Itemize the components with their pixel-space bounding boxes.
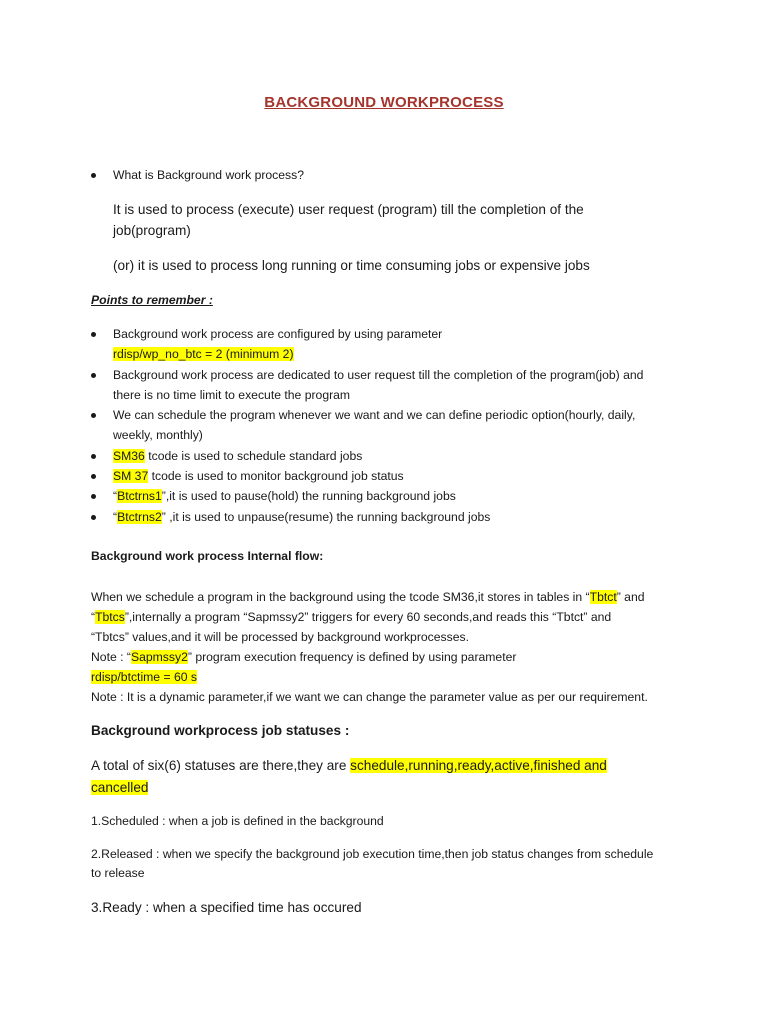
status-released-line2: to release [91,866,145,880]
flow-line-4 [91,647,516,667]
point-7 [113,507,490,527]
bullet-icon [91,173,96,178]
point-1-param [113,344,294,364]
document-title: BACKGROUND WORKPROCESS [264,94,504,111]
point-5 [113,466,404,486]
bullet-icon [91,494,96,499]
quote-open: “ [113,510,118,524]
intro-answer-line1: It is used to process (execute) user request (program) till the completion of the [113,202,584,217]
highlight: SM 37 [113,469,149,483]
flow-text: ” program execution frequency is defined by using parameter [187,650,517,664]
flow-line-3: “Tbtcs” values,and it will be processed by background workprocesses. [91,630,469,644]
flow-text: When we schedule a program in the background using the tcode SM36,it stores in tables in “ [91,590,590,604]
quote-open: “ [113,489,118,503]
statuses-line-1 [91,755,607,776]
bullet-icon [91,474,96,479]
bullet-icon [91,373,96,378]
bullet-icon [91,515,96,520]
flow-text: “ [91,610,96,624]
point-1-text: Background work process are configured by using parameter [113,327,443,341]
bullet-icon [91,413,96,418]
status-released-line1: 2.Released : when we specify the background job execution time,then job status changes from schedule [91,847,654,861]
highlight: SM36 [113,449,145,463]
bullet-icon [91,332,96,337]
statuses-heading: Background workprocess job statuses : [91,723,350,738]
highlight: Sapmssy2 [130,650,188,664]
highlight: Tbtcs [95,610,125,624]
highlight: schedule,running,ready,active,finished and [350,758,607,773]
status-ready: 3.Ready : when a specified time has occured [91,900,362,915]
highlight: Tbtct [589,590,617,604]
point-5-text: tcode is used to monitor background job status [148,469,404,483]
point-7-text: ” ,it is used to unpause(resume) the running background jobs [161,510,491,524]
flow-line-5 [91,667,197,687]
highlight: Btctrns1 [117,489,162,503]
highlight: rdisp/wp_no_btc = 2 (minimum 2) [113,347,294,361]
intro-question: What is Background work process? [113,168,305,182]
point-3-line1: We can schedule the program whenever we want and we can define periodic option(hourly, daily, [113,408,636,422]
highlight: cancelled [91,780,149,795]
point-2-line1: Background work process are dedicated to user request till the completion of the program(job) and [113,368,644,382]
bullet-icon [91,454,96,459]
highlight: rdisp/btctime = 60 s [91,670,198,684]
flow-text: Note : “ [91,650,131,664]
flow-line-2 [91,607,611,627]
flow-heading: Background work process Internal flow: [91,549,324,563]
intro-answer-alt: (or) it is used to process long running or time consuming jobs or expensive jobs [113,258,590,273]
flow-text: ”,internally a program “Sapmssy2” triggers for every 60 seconds,and reads this “Tbtct” and [124,610,612,624]
intro-answer-line2: job(program) [113,223,191,238]
highlight: Btctrns2 [117,510,162,524]
statuses-text: A total of six(6) statuses are there,they are [91,758,351,773]
point-6 [113,486,456,506]
status-scheduled: 1.Scheduled : when a job is defined in the background [91,814,384,828]
flow-text: ” and [616,590,645,604]
point-2-line2: there is no time limit to execute the program [113,388,351,402]
flow-line-1 [91,587,645,607]
statuses-line-2 [91,777,148,798]
point-4 [113,446,362,466]
points-heading: Points to remember : [91,293,213,307]
point-6-text: ”,it is used to pause(hold) the running background jobs [161,489,456,503]
point-4-text: tcode is used to schedule standard jobs [144,449,363,463]
flow-line-6: Note : It is a dynamic parameter,if we want we can change the parameter value as per our requirement. [91,690,648,704]
point-3-line2: weekly, monthly) [113,428,203,442]
